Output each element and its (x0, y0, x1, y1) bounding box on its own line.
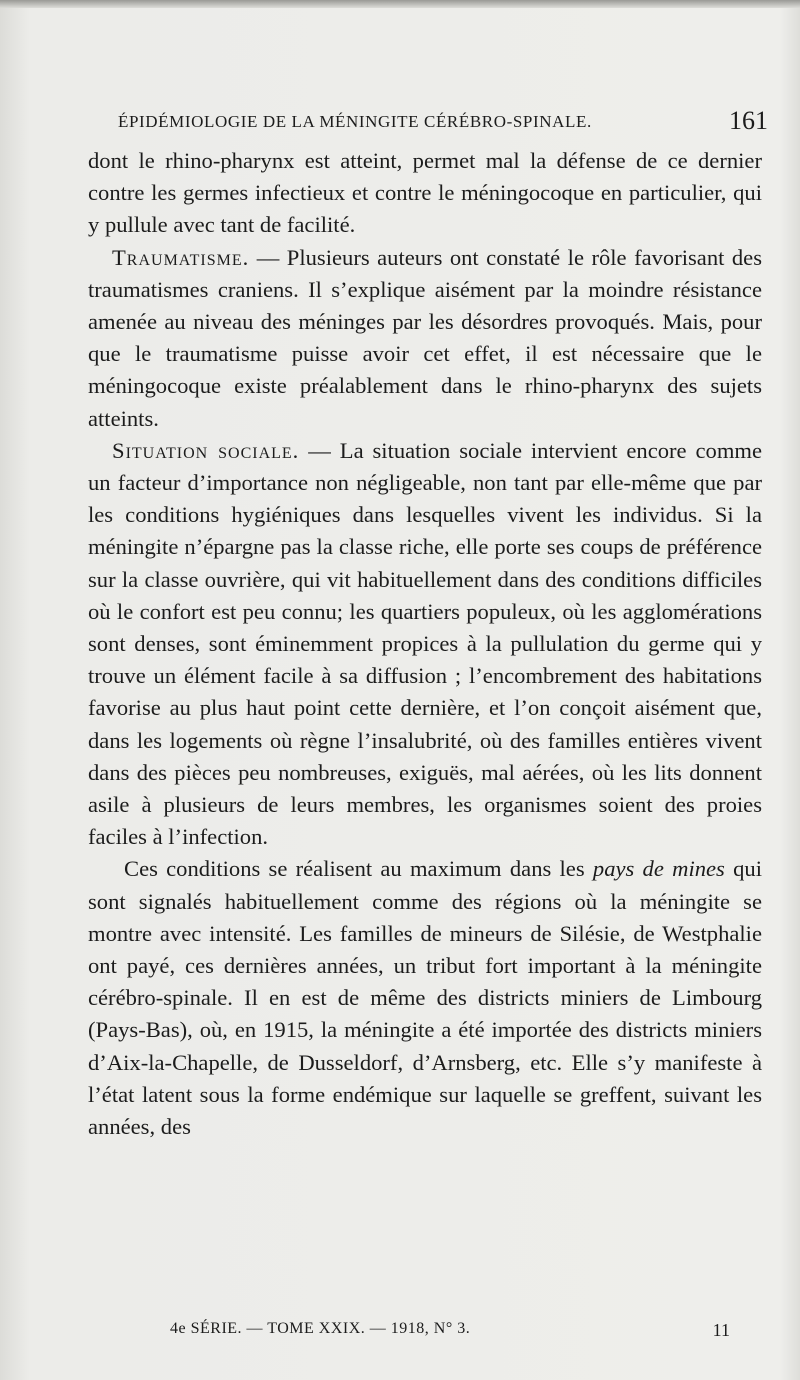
page-number: 161 (729, 106, 768, 135)
paragraph-situation-sociale (88, 435, 762, 854)
section-heading-traumatisme: Traumatisme. (112, 244, 250, 270)
scan-edge (0, 0, 800, 8)
running-title: ÉPIDÉMIOLOGIE DE LA MÉNINGITE CÉRÉBRO-SPINALE. (118, 112, 592, 131)
section-heading-situation-sociale: Situation sociale. (112, 437, 300, 463)
paragraph-pays-de-mines (88, 853, 762, 1143)
footer-series: 4e SÉRIE. — TOME XXIX. — 1918, N° 3. (170, 1320, 471, 1337)
paragraph-text: — La situation sociale intervient encore comme un facteur d’importance non négligeable, non tant par elle-même que par les conditions hygiéniques dans lesquelles vivent les individus. Si la méningite n’épargne pas la classe riche, elle porte ses coups de préférence sur la classe ouvrière, qui vit habituellement dans des conditions difficiles où le confort est peu connu; les quartiers populeux, où les agglomérations sont denses, sont éminemment propices à la pullulation du germe qui y trouve un élément facile à sa diffusion ; l’encombrement des habitations favorise au plus haut point cette dernière, et l’on conçoit aisément que, dans les logements où règne l’insalubrité, où des familles entières vivent dans des pièces peu nombreuses, exiguës, mal aérées, où les lits donnent asile à plusieurs de leurs membres, les organismes soient des proies faciles à l’infection. (88, 437, 762, 850)
body-text (88, 145, 762, 1143)
page-footer (170, 1320, 730, 1348)
paragraph-text: Ces conditions se réalisent au maximum dans les (124, 856, 593, 882)
paragraph-continuation: dont le rhino-pharynx est atteint, permet mal la défense de ce dernier contre les germes infectieux et contre le méningocoque en particulier, qui y pullule avec tant de facilité. (88, 148, 762, 238)
paragraph-text: — Plusieurs auteurs ont constaté le rôle favorisant des traumatismes craniens. Il s’explique aisément par la moindre résistance amenée au niveau des méninges par les désordres provoqués. Mais, pour que le traumatisme puisse avoir cet effet, il est nécessaire que le méningocoque existe préalablement dans le rhino-pharynx des sujets atteints. (88, 244, 762, 431)
running-header (118, 108, 768, 138)
paragraph-traumatisme (88, 242, 762, 435)
italic-term: pays de mines (592, 856, 725, 882)
signature-mark: 11 (712, 1320, 730, 1340)
paragraph-text: qui sont signalés habituellement comme des régions où la méningite se montre avec intensité. Les familles de mineurs de Silésie, de Westphalie ont payé, ces dernières années, un tribut fort important à la méningite cérébro-spinale. Il en est de même des districts miniers de Limbourg (Pays-Bas), où, en 1915, la méningite a été importée des districts miniers d’Aix-la-Chapelle, de Dusseldorf, d’Arnsberg, etc. Elle s’y manifeste à l’état latent sous la forme endémique sur laquelle se greffent, suivant les années, des (88, 856, 762, 1140)
